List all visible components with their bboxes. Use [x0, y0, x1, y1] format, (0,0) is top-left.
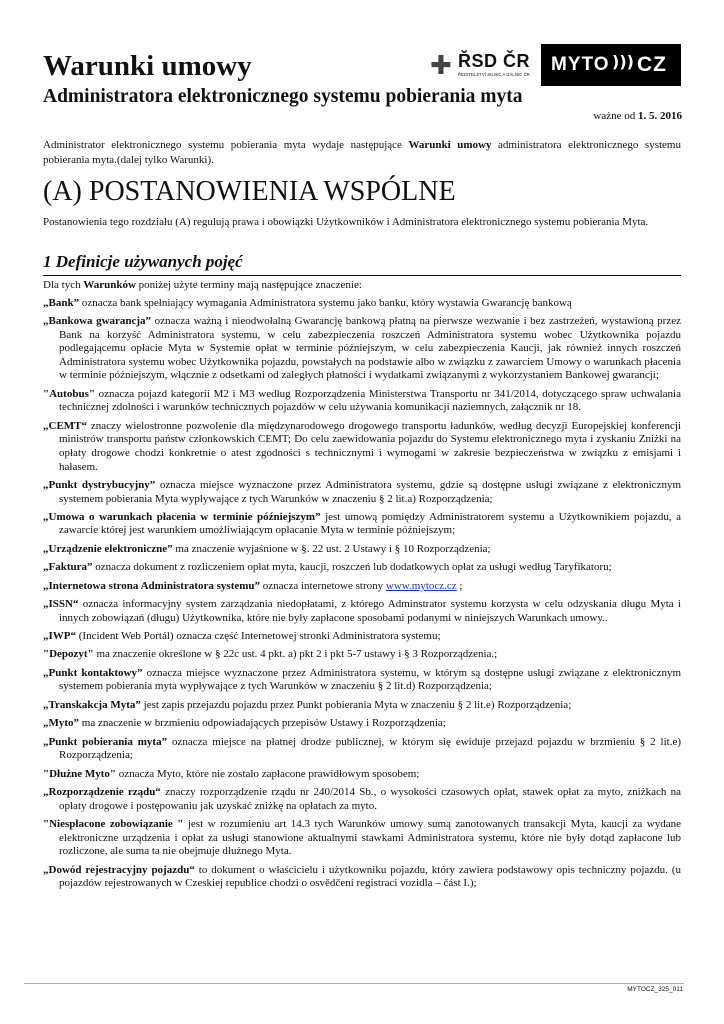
definition-text: to dokument o właścicielu i użytkowniku pojazdu, który zawiera podstawowy opis techniczny pojazdu. (u pojazdów rejestrowanych w Czeskiej republice chodzi o osvědčení registraci vozidla – část I.); [59, 863, 681, 890]
definition-text: oznacza pojazd kategorii M2 i M3 według Rozporządzenia Ministerstwa Transportu nr 341/2014, dotyczącego spraw uchwalania technicznej zdolności i warunków technicznych pojazdów w celu używania komunikacji naziemnych, załącznik nr 18. [59, 387, 681, 414]
definition-term: „CEMT“ [43, 419, 87, 432]
myto-logo-word: MYTO [551, 54, 610, 75]
definition-term: "Niespłacone zobowiązanie " [43, 817, 184, 830]
definition-item [43, 580, 681, 594]
intro-paragraph [43, 138, 681, 168]
definition-item [43, 297, 681, 311]
definition-text: oznacza miejsce wyznaczone przez Administratora systemu, gdzie są dostępne usługi związane z elektronicznym systemem pobierania Myta wypływające z tych Warunków w znaczeniu § 2 lit.a) Rozporządzenia; [59, 478, 681, 505]
definition-item [43, 598, 681, 625]
definition-item [43, 479, 681, 506]
definition-item [43, 420, 681, 474]
definition-text: oznacza Myto, które nie zostało zapłacone prawidłowym sposobem; [116, 767, 420, 780]
definition-text: oznacza informacyjny system zarządzania niedopłatami, z którego Adminstrator systemu korzysta w celu odzyskania długu Myta i innych zobowiązań (długu) Użytkownika, które nie były zapłacone sposobami podanymi w niniejszych Warunkach umowy.. [59, 598, 681, 624]
definitions-lead: Dla tych Warunków poniżej użyte terminy mają następujące znaczenie: [43, 279, 362, 291]
definition-item [43, 543, 681, 557]
definition-item [43, 511, 681, 538]
document-subtitle: Administratora elektronicznego systemu pobierania myta [43, 86, 523, 107]
definition-item [43, 699, 681, 713]
rsd-logo-name: ŘSD ČR [458, 51, 531, 71]
definition-text: (Incident Web Portál) oznacza część Internetowej stronki Administratora systemu; [76, 630, 441, 643]
definition-text: znaczy rozporządzenie rządu nr 240/2014 Sb., o wysokości czasowych opłat, stawek opłat za myto, zniżkach na opłaty drogowe i postępowaniu jak uzyskać zniżkę na opłatach za myto. [59, 785, 681, 812]
definition-item [43, 786, 681, 813]
definition-item [43, 864, 681, 891]
definitions-list [43, 279, 681, 896]
definition-text-end: ; [456, 579, 463, 592]
document-title: Warunki umowy [43, 50, 252, 82]
definition-term: „ISSN“ [43, 598, 79, 611]
definition-text: oznacza miejsce wyznaczone przez Administratora systemu, w którym są dostępne usługi związane z elektronicznym systemem pobierania myta wypływające z tych Warunków w znaczeniu § 2 lit.d) Rozporządzenia; [59, 666, 681, 693]
definition-item [43, 818, 681, 859]
definition-item [43, 667, 681, 694]
definition-term: "Autobus" [43, 387, 95, 400]
signal-wave-icon: ))) [612, 52, 634, 71]
intro-bold: Warunki umowy [408, 139, 492, 151]
definition-item [43, 630, 681, 644]
definition-text: oznacza miejsce na płatnej drodze publicznej, w którym się ewiduje przejazd pojazdu w brzmieniu § 2 lit.e) Rozporządzenia; [59, 735, 681, 762]
website-link[interactable]: www.mytocz.cz [385, 579, 457, 592]
document-code: MYTOCZ_325_011 [627, 986, 683, 993]
definition-term: "Depozyt" [43, 648, 94, 661]
definition-term: „Faktura” [43, 561, 93, 574]
definition-term: „Punkt pobierania myta” [43, 735, 168, 748]
definition-term: „Internetowa strona Administratora systemu” [43, 579, 261, 592]
definition-term: „Punkt kontaktowy” [43, 666, 143, 679]
definition-term: „Urządzenie elektroniczne” [43, 542, 173, 555]
definition-text: jest umową pomiędzy Administratorem systemu a Użytkownikiem pojazdu, a zawarcie której jest warunkiem umożliwiającym opłacanie Myta w terminie późniejszym; [59, 510, 681, 537]
definition-item [43, 388, 681, 415]
definition-items [43, 297, 681, 891]
definition-text: oznacza bank spełniający wymagania Administratora systemu jako banku, który wystawia Gwarancję bankową [79, 296, 572, 309]
definition-text: znaczy wielostronne pozwolenie dla międzynarodowego drogowego transportu ładunków, według decyzji Europejskiej konferencji ministrów transportu państw członkowskich CEMT; Do celu zaewidowania pojazdu do Systemu elektronicznego myta i zyskaniu Zniżki na opłaty drogowe chodzi konkretnie o atest zgodności s technicznymi i wymogami w zakresie bezpieczeństwa w związku z emisjami i hałasem. [59, 419, 681, 473]
definition-item [43, 315, 681, 383]
intro-text-end: administratora elektronicznego systemu pobierania myta.(dalej tylko Warunki). [43, 139, 681, 166]
heading-divider [43, 275, 681, 276]
definition-text: ma znaczenie określone w § 22c ust. 4 pkt. a) pkt 2 i pkt 5-7 ustawy i § 3 Rozporządzenia.; [93, 648, 498, 661]
definition-text: oznacza dokument z rozliczeniem opłat myta, kaucji, roszczeń lub dodatkowych opłat za usługi według Taryfikatoru; [92, 561, 612, 574]
valid-from [593, 111, 682, 122]
definition-term: „Transkakcja Myta” [43, 698, 141, 711]
definition-item [43, 561, 681, 575]
definitions-heading: 1 Definicje używanych pojęć [43, 252, 243, 271]
definition-term: „Rozporządzenie rządu“ [43, 785, 161, 798]
section-paragraph: Postanowienia tego rozdziału (A) regulują prawa i obowiązki Użytkowników i Administratora elektronicznego systemu pobierania Myta. [43, 216, 649, 228]
definition-term: „Bankowa gwarancja” [43, 314, 152, 327]
myto-logo [541, 44, 681, 86]
intro-text: Administrator elektronicznego systemu pobierania myta wydaje następujące [43, 139, 409, 151]
definition-text: jest w rozumieniu art 14.3 tych Warunków umowy sumą zanotowanych transakcji Myta, kaucji za wydane elektroniczne urządzenia i opłat za usługi stanowione aktualnymi stawkami Administratora systemu, które nie były dotąd zapłacone lub rozliczone, ale suma ta nie obejmuje dłużnego Myta. [59, 817, 681, 858]
definition-item [43, 768, 681, 782]
definition-term: „Bank” [43, 296, 80, 309]
definition-term: „IWP“ [43, 630, 76, 643]
section-heading: (A) POSTANOWIENIA WSPÓLNE [43, 176, 456, 207]
definition-term: "Dłużne Myto" [43, 767, 117, 780]
definition-item [43, 736, 681, 763]
definition-term: „Punkt dystrybucyjny” [43, 478, 156, 491]
definition-item [43, 717, 681, 731]
definition-term: „Dowód rejestracyjny pojazdu“ [43, 863, 195, 876]
footer-divider [24, 983, 684, 984]
cross-icon: ✚ [430, 51, 452, 81]
valid-prefix: ważne od [593, 110, 636, 122]
myto-logo-cz: CZ [637, 53, 667, 76]
definition-item [43, 648, 681, 662]
definition-term: „Myto” [43, 717, 80, 730]
definition-text: ma znaczenie w brzmieniu odpowiadających przepisów Ustawy i Rozporządzenia; [79, 717, 446, 730]
rsd-logo [428, 50, 532, 84]
rsd-logo-subtitle: ŘEDITELSTVÍ SILNIC A DÁLNIC ČR [458, 72, 530, 77]
definition-text: ma znaczenie wyjaśnione w §. 22 ust. 2 Ustawy i § 10 Rozporządzenia; [172, 542, 491, 555]
definition-term: „Umowa o warunkach płacenia w terminie późniejszym” [43, 510, 321, 523]
definition-text: oznacza internetowe strony [260, 579, 386, 592]
definition-text: jest zapis przejazdu pojazdu przez Punkt pobierania Myta w znaczeniu § 2 lit.e) Rozporządzenia; [140, 698, 572, 711]
valid-date: 1. 5. 2016 [638, 110, 682, 122]
definition-text: oznacza ważną i nieodwołalną Gwarancję bankową płatną na pierwsze wezwanie i bez zastrzeżeń, wystawioną przez Bank na korzyść Administratora systemu, w celu zabezpieczenia roszczeń Administratora systemu wobec Użytkownika pojazdu podlegającemu opłacie Myta w Systemie opłat w terminie późniejszym, w celu zabezpieczenia Kaucji, jak również innych roszczeń Administratora systemu wobec Użytkownika pojazdu, powstałych na podstawie albo w związku z zawarciem Umowy o warunkach płacenia w terminie późniejszym, włącznie z odsetkami od zaległych płatności i wydatkami związanymi z wykorzystaniem Bankowej gwarancji; [59, 314, 681, 382]
